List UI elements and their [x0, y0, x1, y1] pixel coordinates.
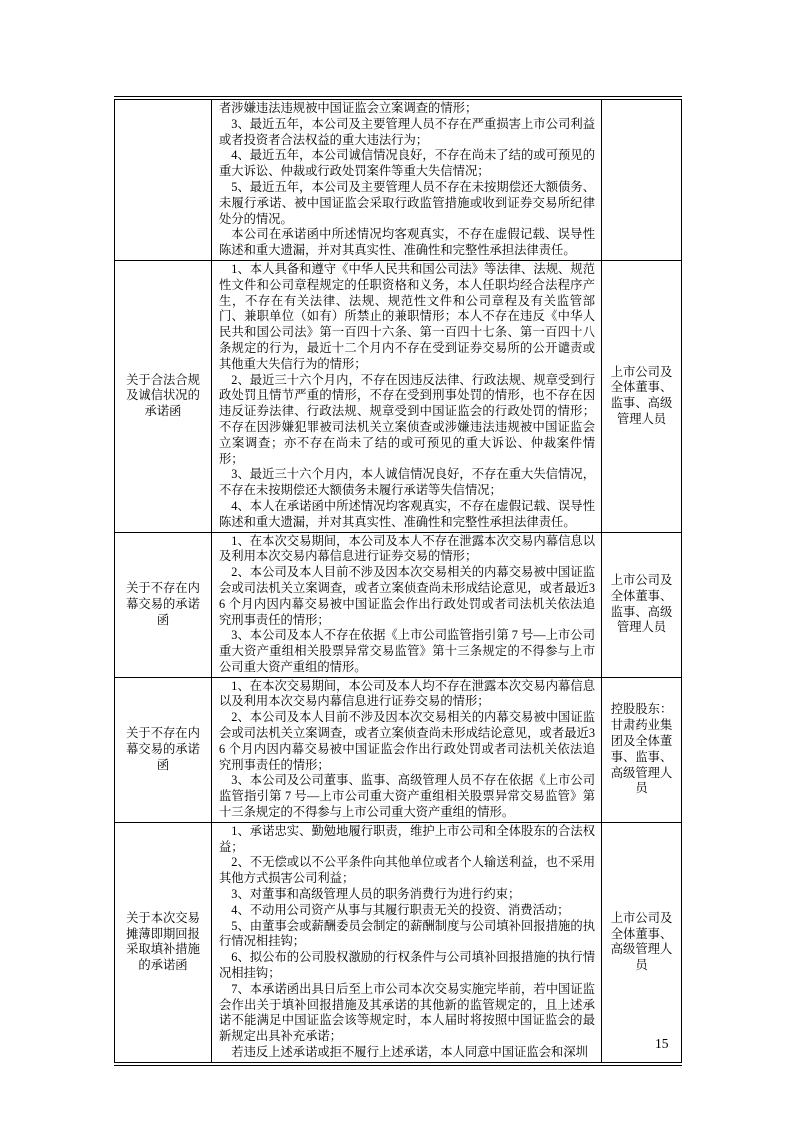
commitment-paragraph: 2、最近三十六个月内，不存在因违反法律、行政法规、规章受到行政处罚且情节严重的情形，不存在受到刑事处罚的情形，也不存在因违反证券法律、行政法规、规章受到中国证监会的行政处罚的情形；不存在因涉嫌犯罪被司法机关立案侦查或涉嫌违法违规被中国证监会立案调查；亦不存在尚未了结的或可预见的重大诉讼、仲裁案件情形；: [219, 372, 595, 466]
commitment-paragraph: 本公司在承诺函中所述情况均客观真实，不存在虚假记载、误导性陈述和重大遗漏，并对其真实性、准确性和完整性承担法律责任。: [219, 227, 595, 258]
commitment-party-cell: [602, 98, 682, 260]
commitment-paragraph: 4、最近五年，本公司诚信情况良好，不存在尚未了结的或可预见的重大诉讼、仲裁或行政处罚案件等重大失信情况；: [219, 148, 595, 179]
commitment-paragraph: 6、拟公布的公司股权激励的行权条件与公司填补回报措施的执行情况相挂钩；: [219, 950, 595, 981]
commitment-paragraph: 1、在本次交易期间，本公司及本人不存在泄露本次交易内幕信息以及利用本次交易内幕信息进行证券交易的情形；: [219, 533, 595, 564]
commitment-paragraph: 3、最近三十六个月内，本人诚信情况良好，不存在重大失信情况，不存在未按期偿还大额债务未履行承诺等失信情况；: [219, 467, 595, 498]
commitment-party-cell: 上市公司及全体董事、监事、高级管理人员: [602, 260, 682, 532]
commitment-paragraph: 若违反上述承诺或拒不履行上述承诺，本人同意中国证监会和深圳: [231, 1045, 588, 1060]
table-row: [115, 532, 682, 677]
commitment-content-cell: [212, 98, 602, 260]
table-row: [115, 260, 682, 532]
commitment-paragraph: 2、不无偿或以不公平条件向其他单位或者个人输送利益，也不采用其他方式损害公司利益；: [219, 855, 595, 886]
commitment-party-cell: 上市公司及全体董事、高级管理人员: [602, 822, 682, 1063]
commitments-table-body: [115, 98, 682, 1064]
commitment-title-cell: [115, 98, 212, 260]
commitment-paragraph: 者涉嫌违法违规被中国证监会立案调查的情形；: [219, 101, 478, 115]
commitment-content-cell: [212, 677, 602, 822]
commitment-paragraph: 3、本公司及公司董事、监事、高级管理人员不存在依据《上市公司监管指引第 7 号—上市公司重大资产重组相关股票异常交易监管》第十三条规定的不得参与上市公司重大资产重组的情形。: [219, 773, 595, 820]
commitments-table: [114, 96, 682, 1066]
commitment-paragraph: 5、由董事会或薪酬委员会制定的薪酬制度与公司填补回报措施的执行情况相挂钩；: [219, 918, 595, 949]
commitment-paragraph: 1、在本次交易期间，本公司及本人均不存在泄露本次交易内幕信息以及利用本次交易内幕信息进行证券交易的情形；: [219, 678, 595, 709]
commitment-paragraph: 2、本公司及本人目前不涉及因本次交易相关的内幕交易被中国证监会或司法机关立案调查，或者立案侦查尚未形成结论意见，或者最近36 个月内因内幕交易被中国证监会作出行政处罚或者司法机关依法追究刑事责任的情形；: [219, 710, 595, 772]
commitment-title-cell: 关于合法合规及诚信状况的承诺函: [115, 260, 212, 532]
commitment-paragraph: 7、本承诺函出具日后至上市公司本次交易实施完毕前，若中国证监会作出关于填补回报措施及其承诺的其他新的监管规定的，且上述承诺不能满足中国证监会该等规定时，本人届时将按照中国证监会的最新规定出具补充承诺；: [219, 981, 595, 1044]
commitment-paragraph: 3、对董事和高级管理人员的职务消费行为进行约束；: [231, 887, 521, 902]
page-number: 15: [655, 1036, 669, 1051]
commitment-party-cell: 上市公司及全体董事、监事、高级管理人员: [602, 532, 682, 677]
commitment-title-cell: 关于本次交易摊薄即期回报采取填补措施的承诺函: [115, 822, 212, 1063]
commitment-paragraph: 2、本公司及本人目前不涉及因本次交易相关的内幕交易被中国证监会或司法机关立案调查，或者立案侦查尚未形成结论意见，或者最近36 个月内因内幕交易被中国证监会作出行政处罚或者司法机关依法追究刑事责任的情形；: [219, 565, 595, 627]
commitment-paragraph: 4、本人在承诺函中所述情况均客观真实，不存在虚假记载、误导性陈述和重大遗漏，并对其真实性、准确性和完整性承担法律责任。: [219, 498, 595, 529]
commitment-paragraph: 1、本人具备和遵守《中华人民共和国公司法》等法律、法规、规范性文件和公司章程规定的任职资格和义务，本人任职均经合法程序产生，不存在有关法律、法规、规范性文件和公司章程及有关监管部门、兼职单位（如有）所禁止的兼职情形；本人不存在违反《中华人民共和国公司法》第一百四十六条、第一百四十七条、第一百四十八条规定的行为，最近十二个月内不存在受到证券交易所的公开谴责或其他重大失信行为的情形；: [219, 261, 595, 371]
table-row: [115, 98, 682, 260]
commitment-paragraph: 3、最近五年，本公司及主要管理人员不存在严重损害上市公司利益或者投资者合法权益的重大违法行为；: [219, 116, 595, 147]
table-row: [115, 677, 682, 822]
commitment-paragraph: 5、最近五年，本公司及主要管理人员不存在未按期偿还大额债务、未履行承诺、被中国证监会采取行政监管措施或收到证券交易所纪律处分的情况。: [219, 179, 595, 226]
commitment-content-cell: [212, 260, 602, 532]
commitment-paragraph: 4、不动用公司资产从事与其履行职责无关的投资、消费活动；: [231, 902, 570, 917]
commitment-content-cell: [212, 822, 602, 1063]
commitment-content-cell: [212, 532, 602, 677]
commitment-title-cell: 关于不存在内幕交易的承诺函: [115, 532, 212, 677]
commitment-paragraph: 1、承诺忠实、勤勉地履行职责，维护上市公司和全体股东的合法权益；: [219, 823, 595, 854]
commitment-paragraph: 3、本公司及本人不存在依据《上市公司监管指引第 7 号—上市公司重大资产重组相关股票异常交易监管》第十三条规定的不得参与上市公司重大资产重组的情形。: [219, 628, 595, 674]
table-row: [115, 822, 682, 1063]
commitment-party-cell: 控股股东：甘肃药业集团及全体董事、监事、高级管理人员: [602, 677, 682, 822]
commitment-title-cell: 关于不存在内幕交易的承诺函: [115, 677, 212, 822]
